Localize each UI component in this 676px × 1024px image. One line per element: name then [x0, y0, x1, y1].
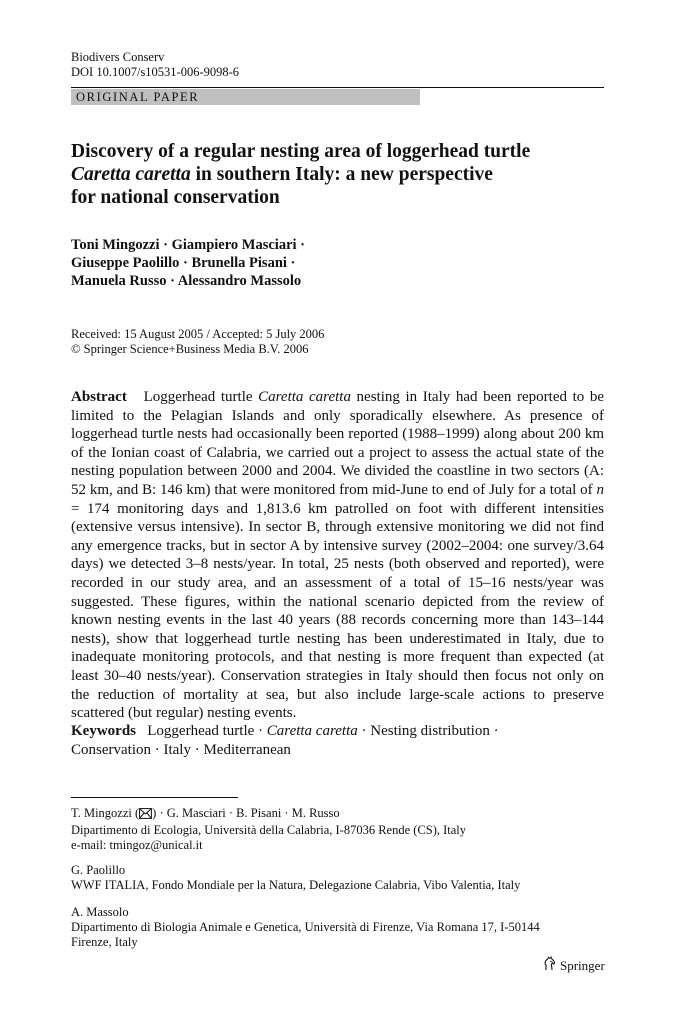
springer-horse-icon [543, 956, 557, 975]
doi: DOI 10.1007/s10531-006-9098-6 [71, 65, 240, 79]
article-type: ORIGINAL PAPER [76, 90, 200, 104]
header-rule [71, 87, 604, 88]
author-list [71, 236, 611, 290]
dates-block [71, 327, 324, 357]
keyword-species: Caretta caretta [266, 723, 358, 739]
abstract-species: Caretta caretta [258, 389, 351, 405]
affil-1-names [71, 806, 611, 823]
affil-3-address-1: Dipartimento di Biologia Animale e Genetica, Università di Firenze, Via Romana 17, I-50144 [71, 920, 540, 934]
affil-1-address: Dipartimento di Ecologia, Università della Calabria, I-87036 Rende (CS), Italy [71, 823, 467, 837]
abstract-text-1: Loggerhead turtle [143, 389, 259, 405]
publisher-name: Springer [560, 957, 605, 973]
keywords [71, 722, 604, 759]
abstract-label: Abstract [71, 389, 127, 405]
footnote-affiliation-3 [71, 905, 611, 950]
keywords-line-1 [71, 722, 604, 741]
authors-line-2: Giuseppe Paolillo · Brunella Pisani · [71, 255, 296, 271]
affil-1-names-a: T. Mingozzi ( [71, 806, 140, 820]
affil-3-address-2: Firenze, Italy [71, 935, 138, 949]
title-species: Caretta caretta [71, 164, 191, 185]
footnote-affiliation-1 [71, 806, 611, 853]
keywords-label: Keywords [71, 723, 136, 739]
footnote-affiliation-2 [71, 863, 611, 893]
paper-title [71, 140, 611, 209]
abstract-text-2: nesting in Italy had been reported to be limited to the Pelagian Islands and only sporadically elsewhere. As presence of loggerhead turtle nests had occasionally been reported (1988–1999) along about 200 km of the Ionian coast of Calabria, we carried out a project to assess the actual state of the nesting population between 2000 and 2004. We divided the coastline in two sectors (A: 52 km, and B: 146 km) that were monitored from mid-June to end of July for a total of [71, 389, 605, 498]
copyright: © Springer Science+Business Media B.V. 2006 [71, 342, 309, 356]
received-date: Received: 15 August 2005 / Accepted: 5 July 2006 [71, 327, 325, 341]
title-line-3: for national conservation [71, 187, 280, 208]
affil-3-name: A. Massolo [71, 905, 129, 919]
journal-name: Biodivers Conserv [71, 50, 165, 64]
keywords-line-2: Conservation · Italy · Mediterranean [71, 741, 291, 758]
footnote-rule [71, 797, 238, 798]
keyword-3: · Nesting distribution · [357, 723, 499, 739]
affil-1-email[interactable]: e-mail: tmingoz@unical.it [71, 838, 203, 852]
title-line-2-rest: in southern Italy: a new perspective [190, 164, 493, 185]
affil-1-names-b: ) · G. Masciari · B. Pisani · M. Russo [152, 806, 340, 820]
authors-line-1: Toni Mingozzi · Giampiero Masciari · [71, 237, 306, 253]
publisher-logo [543, 956, 605, 975]
keyword-1: Loggerhead turtle · [147, 723, 267, 739]
affil-2-name: G. Paolillo [71, 863, 126, 877]
affil-2-address: WWF ITALIA, Fondo Mondiale per la Natura, Delegazione Calabria, Vibo Valentia, Italy [71, 878, 521, 892]
abstract [71, 388, 604, 723]
title-line-2 [71, 163, 611, 186]
authors-line-3: Manuela Russo · Alessandro Massolo [71, 273, 302, 289]
title-line-1: Discovery of a regular nesting area of loggerhead turtle [71, 141, 531, 162]
abstract-text-3: = 174 monitoring days and 1,813.6 km patrolled on foot with different intensities (extensive versus intensive). In sector B, through extensive monitoring we did not find any emergence tracks, but in sector A by intensive survey (2002–2004: one survey/3.64 days) we detected 3–8 nests/year. In total, 25 nests (both observed and reported), were recorded in our study area, and an assessment of a total of 15–16 nests/year was suggested. These figures, within the national scenario depicted from the review of known nesting events in the last 40 years (88 records concerning more than 143–144 nests), show that loggerhead turtle nesting has been underestimated in Italy, due to inadequate monitoring protocols, and that nesting is more frequent than expected (at least 30–40 nests/year). Conservation strategies in Italy should then focus not only on the reduction of mortality at sea, but also include large-scale actions to preserve scattered (but regular) nesting events. [71, 500, 604, 722]
envelope-icon [139, 808, 152, 823]
abstract-n: n [596, 481, 604, 498]
